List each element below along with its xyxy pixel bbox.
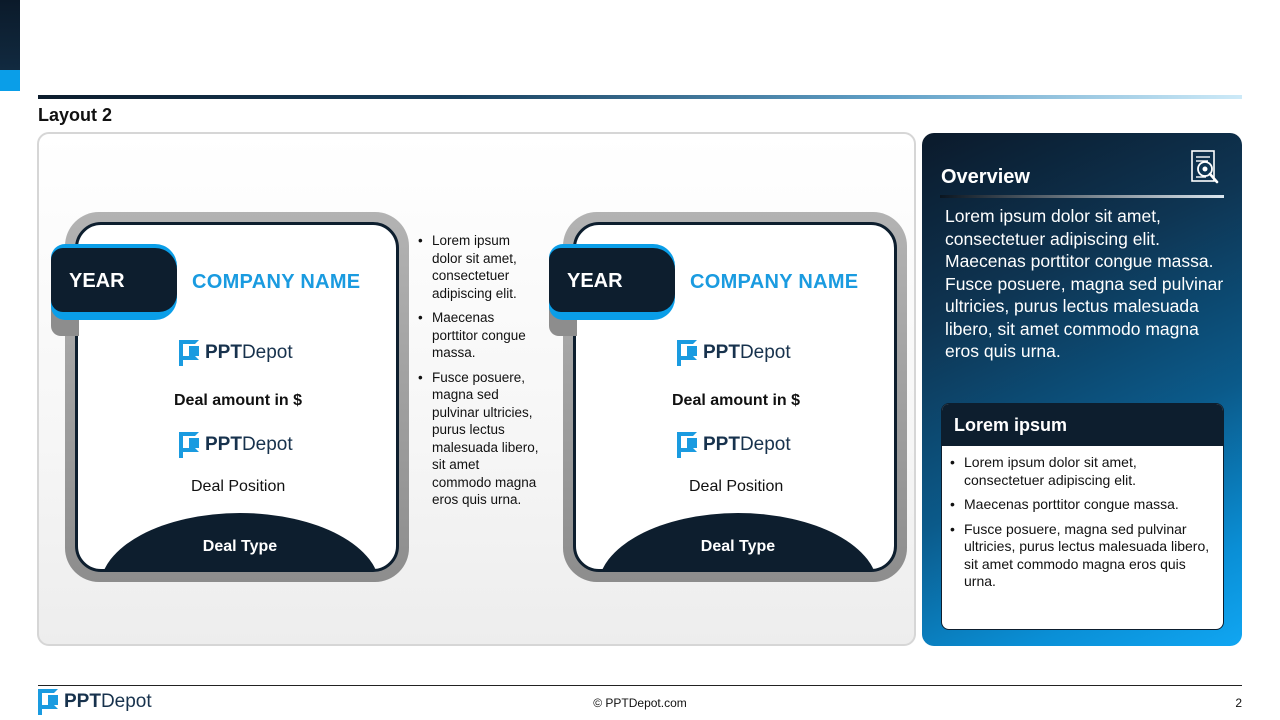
lorem-bullet-list — [942, 446, 1223, 591]
logo-text-light: Depot — [100, 691, 152, 712]
pptdepot-logo-icon — [677, 340, 697, 366]
logo-text-bold: PPT — [703, 434, 740, 455]
list-item: • Lorem ipsum dolor sit amet, consectetuer adipiscing elit. — [948, 454, 1213, 489]
corner-accent — [0, 0, 20, 91]
logo-text-bold: PPT — [64, 691, 101, 712]
company-name: COMPANY NAME — [690, 271, 859, 293]
list-item: • Lorem ipsum dolor sit amet, consectetuer adipiscing elit. — [416, 232, 541, 302]
footer-divider — [38, 685, 1242, 686]
overview-title: Overview — [941, 166, 1030, 188]
pptdepot-logo-icon — [677, 432, 697, 458]
footer-copyright: © PPTDepot.com — [593, 696, 687, 710]
overview-divider — [940, 195, 1224, 198]
title-divider — [38, 95, 1242, 99]
corner-accent-dark — [0, 0, 20, 70]
logo-text-bold: PPT — [205, 342, 242, 363]
deal-type-label: Deal Type — [202, 538, 278, 555]
list-item: • Fusce posuere, magna sed pulvinar ultricies, purus lectus malesuada libero, sit amet commodo magna eros quis urna. — [948, 521, 1213, 591]
page-number: 2 — [1235, 696, 1242, 710]
company-logo — [677, 340, 791, 366]
year-tab — [51, 244, 177, 336]
pptdepot-logo-icon — [179, 432, 199, 458]
lorem-box — [941, 403, 1224, 630]
year-label: YEAR — [69, 270, 125, 292]
list-item: • Maecenas porttitor congue massa. — [416, 309, 541, 362]
deal-position: Deal Position — [191, 478, 286, 495]
corner-accent-blue — [0, 70, 20, 91]
logo-text-light: Depot — [739, 342, 791, 363]
document-search-icon — [1186, 149, 1222, 187]
deal-card-1 — [51, 212, 395, 582]
middle-bullet-list — [416, 232, 541, 516]
pptdepot-logo-icon — [179, 340, 199, 366]
list-item: • Maecenas porttitor congue massa. — [948, 496, 1213, 514]
logo-text-bold: PPT — [205, 434, 242, 455]
lorem-box-title: Lorem ipsum — [942, 404, 1223, 446]
year-tab — [549, 244, 675, 336]
deal-logo — [179, 432, 293, 458]
company-name: COMPANY NAME — [192, 271, 361, 293]
list-item: • Fusce posuere, magna sed pulvinar ultricies, purus lectus malesuada libero, sit amet commodo magna eros quis urna. — [416, 369, 541, 509]
page-title: Layout 2 — [38, 105, 113, 125]
deal-amount: Deal amount in $ — [174, 392, 303, 409]
overview-panel — [922, 133, 1242, 646]
logo-text-light: Depot — [241, 342, 293, 363]
deal-type-label: Deal Type — [700, 538, 776, 555]
deal-card-2 — [549, 212, 893, 582]
deal-position: Deal Position — [689, 478, 784, 495]
logo-text-light: Depot — [241, 434, 293, 455]
year-label: YEAR — [567, 270, 623, 292]
deal-amount: Deal amount in $ — [672, 392, 801, 409]
overview-text: Lorem ipsum dolor sit amet, consectetuer adipiscing elit. Maecenas porttitor congue massa. Fusce posuere, magna sed pulvinar ultricies, purus lectus malesuada libero, sit amet commodo magna eros quis urna. — [945, 206, 1224, 361]
logo-text-light: Depot — [739, 434, 791, 455]
logo-text-bold: PPT — [703, 342, 740, 363]
company-logo — [179, 340, 293, 366]
deal-logo — [677, 432, 791, 458]
